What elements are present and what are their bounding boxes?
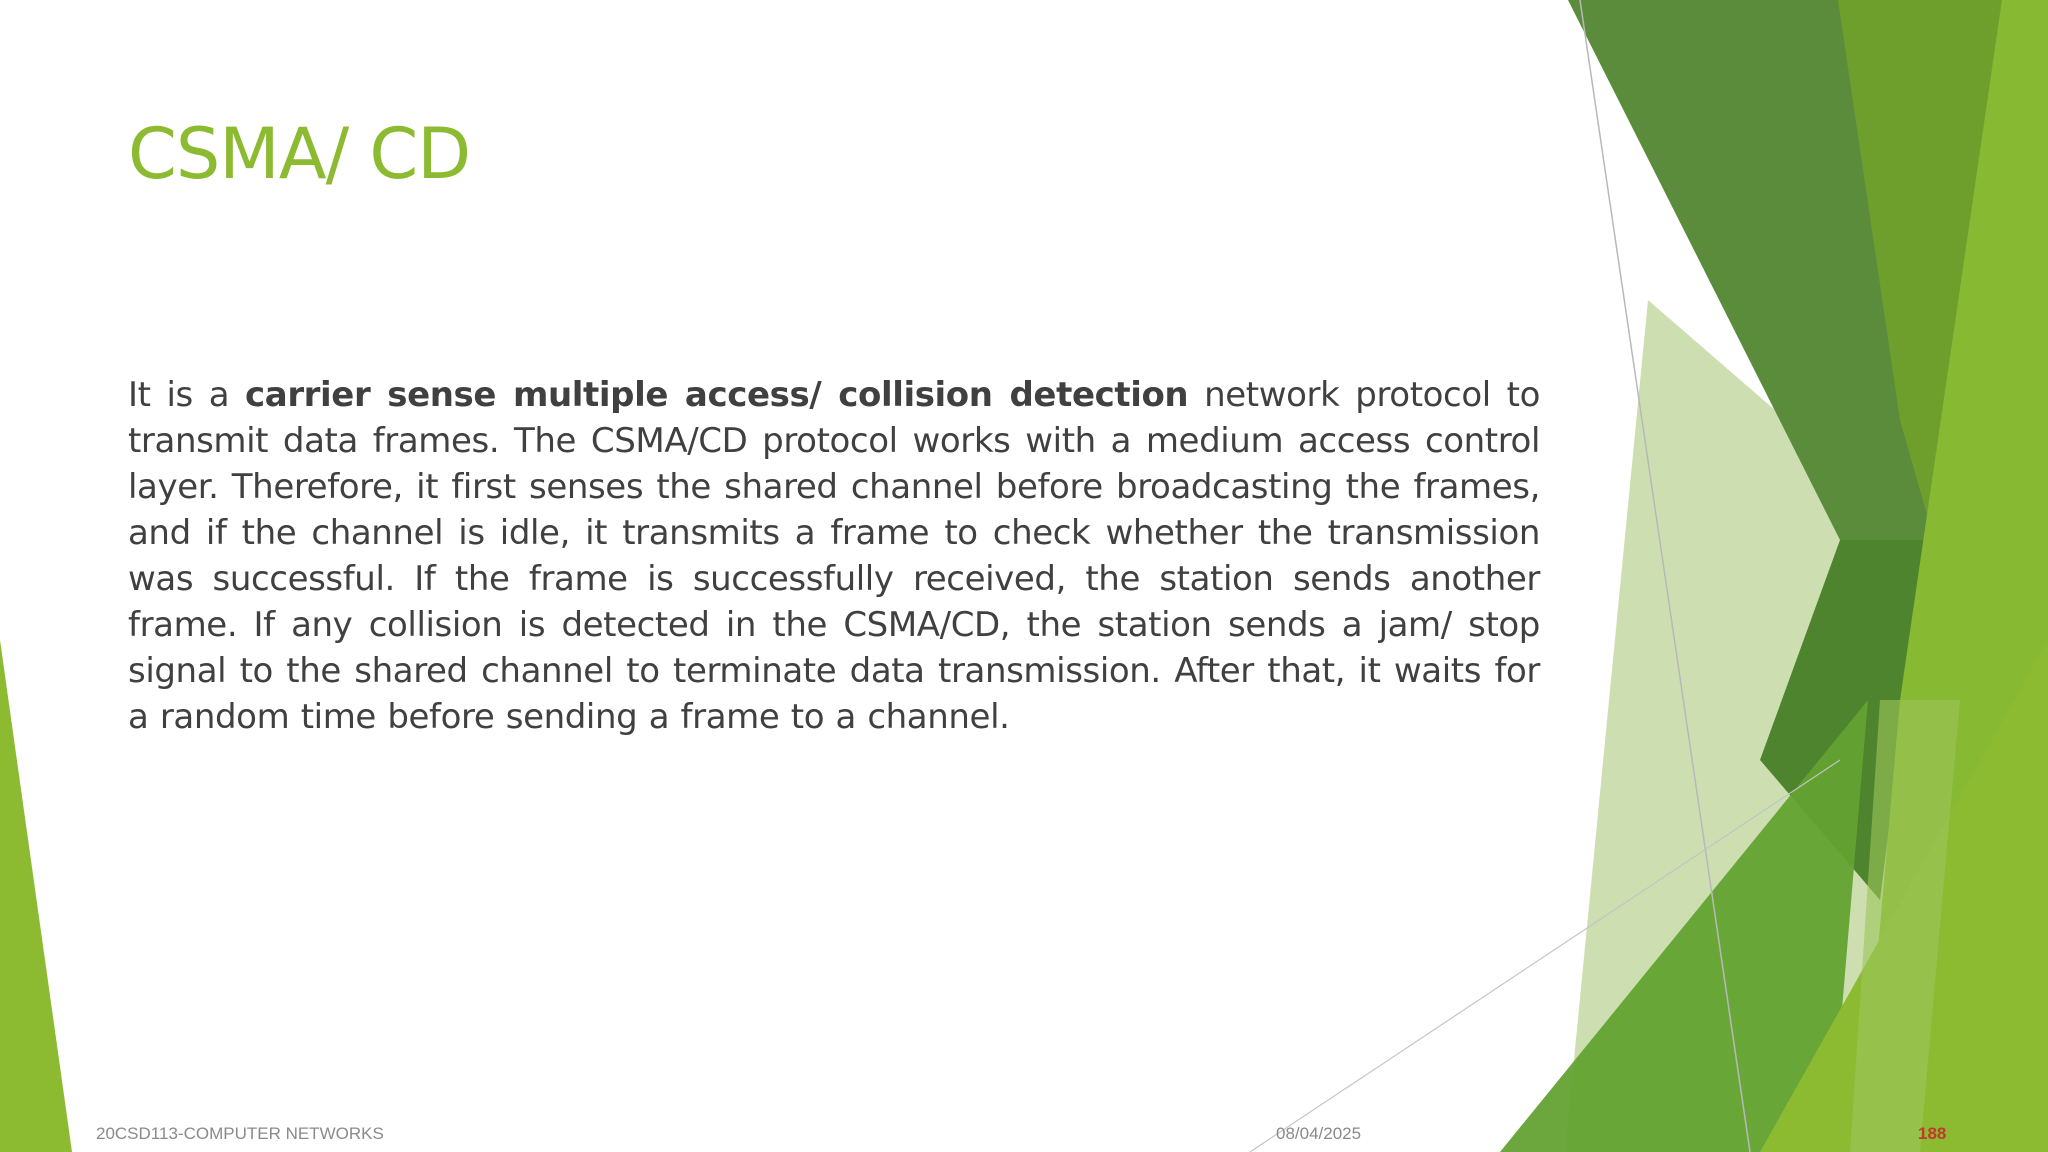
body-intro: It is a (128, 375, 246, 415)
slide-title: CSMA/ CD (128, 113, 471, 195)
footer-date: 08/04/2025 (1276, 1124, 1362, 1143)
footer-course-name: 20CSD113-COMPUTER NETWORKS (96, 1124, 384, 1143)
footer-page-number: 188 (1918, 1124, 1947, 1143)
body-bold-term: carrier sense multiple access/ collision detection (245, 375, 1189, 415)
body-rest: network protocol to transmit data frames. The CSMA/CD protocol works with a medium access control layer. Therefore, it first senses the shared channel before broadcasting the frames, and if the channel is idle, it transmits a frame to check whether the transmission was successful. If the frame is successfully received, the station sends another frame. If any collision is detected in the CSMA/CD, the station sends a jam/ stop signal to the shared channel to terminate data transmission. After that, it waits for a random time before sending a frame to a channel. (128, 375, 1540, 737)
left-green-sliver (0, 640, 72, 1152)
slide-body-text (128, 372, 1540, 740)
